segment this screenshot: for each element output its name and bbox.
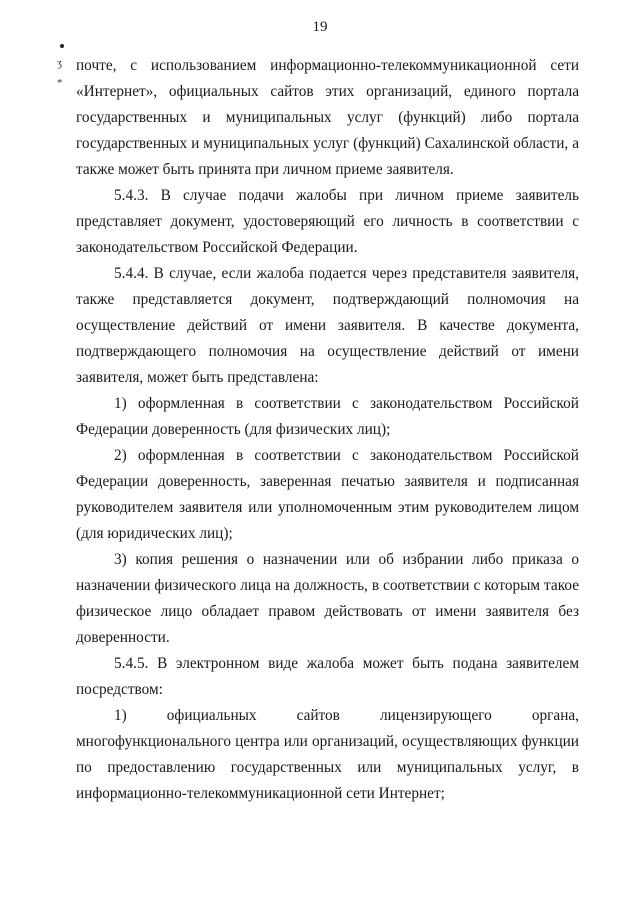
handwritten-mark: ʒ [57,57,62,69]
paragraph-5-4-4: 5.4.4. В случае, если жалоба подается через представителя заявителя, также представляется документ, подтверждающий полномочия на осуществление действий от имени заявителя. В качестве документа, подтверждающего полномочия на осуществление действий от имени заявителя, может быть представлена: [76,265,579,386]
paragraph-5-4-5: 5.4.5. В электронном виде жалоба может быть подана заявителем посредством: [76,655,579,698]
list-item-legal-entities: 2) оформленная в соответствии с законодательством Российской Федерации доверенность, заверенная печатью заявителя и подписанная руководителем заявителя или уполномоченным этим руководителем лицом (для юридических лиц); [76,447,579,542]
list-item-individuals: 1) оформленная в соответствии с законодательством Российской Федерации доверенность (для физических лиц); [76,395,579,438]
margin-marks [56,44,70,94]
list-item-appointment-copy: 3) копия решения о назначении или об избрании либо приказа о назначении физического лица на должность, в соответствии с которым такое физическое лицо обладает правом действовать от имени заявителя без доверенности. [76,551,579,646]
bullet-dot-mark [60,44,64,48]
paragraph-5-4-3: 5.4.3. В случае подачи жалобы при личном приеме заявитель представляет документ, удостоверяющий его личность в соответствии с законодательством Российской Федерации. [76,187,579,256]
paragraph-continuation: почте, с использованием информационно-телекоммуникационной сети «Интернет», официальных сайтов этих организаций, единого портала государственных и муниципальных услуг (функций) либо портала государственных и муниципальных услуг (функций) Сахалинской области, а также может быть принята при личном приеме заявителя. [76,57,579,178]
asterisk-mark: * [57,77,63,89]
document-body [76,53,579,807]
page-number: 19 [312,19,328,35]
list-item-official-websites: 1) официальных сайтов лицензирующего органа, многофункционального центра или организаций, осуществляющих функции по предоставлению государственных или муниципальных услуг, в информационно-телекоммуникационной сети Интернет; [76,707,579,802]
